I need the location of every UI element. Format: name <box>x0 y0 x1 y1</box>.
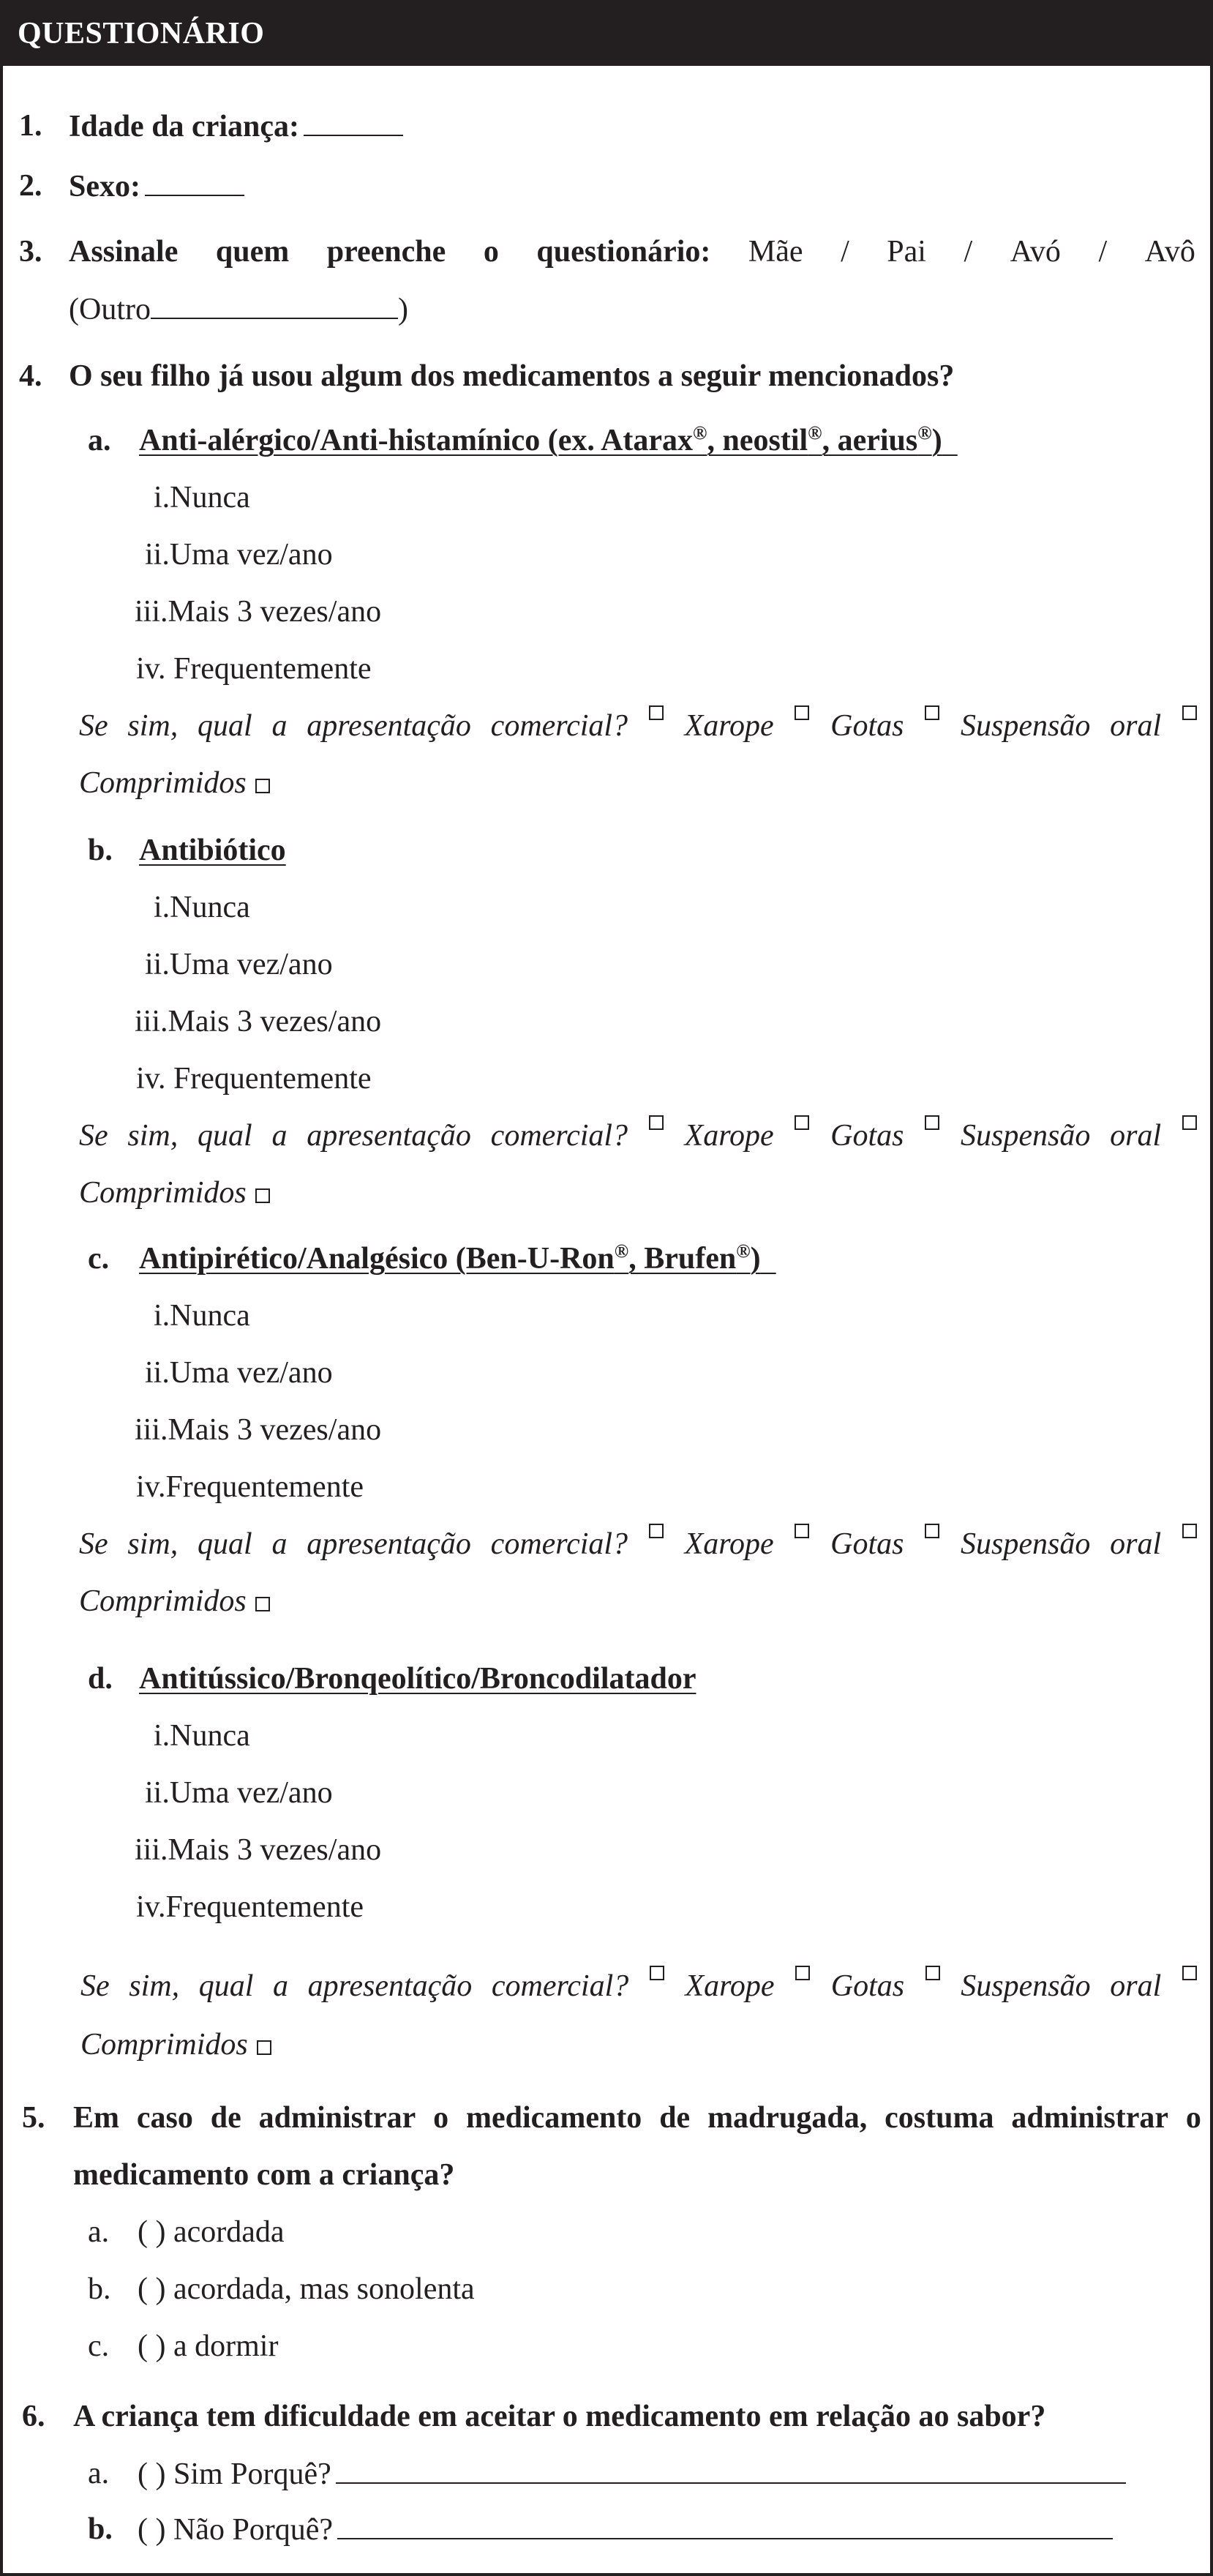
q4d-presentation-line2 <box>80 2024 273 2065</box>
q4a-presentation-line <box>79 705 1198 746</box>
q3-separator: / <box>1098 235 1108 269</box>
q3-other-field[interactable] <box>151 288 398 319</box>
q5-word: de <box>210 2101 241 2135</box>
q3-word: o <box>483 235 499 269</box>
q4b-title: Antibiótico <box>139 834 286 867</box>
comprimidos-checkbox[interactable] <box>1182 1966 1197 1980</box>
extra-checkbox[interactable] <box>257 2040 271 2055</box>
q6-option-no-label[interactable]: ( ) Não Porquê? <box>138 2513 334 2547</box>
q4b-letter: b. <box>88 834 113 867</box>
q3-other-line <box>69 288 408 330</box>
q4c-title <box>139 1238 776 1279</box>
comprimidos-label: Comprimidos <box>79 1584 247 1618</box>
suspensao-label: Suspensão <box>961 1969 1091 2003</box>
q5-word: o <box>1185 2101 1201 2135</box>
q5-question-line1 <box>73 2097 1201 2138</box>
q6-option-a-letter: a. <box>88 2457 110 2490</box>
presentation-word: a <box>271 1527 288 1561</box>
q4-number: 4. <box>19 359 42 393</box>
q6-option-yes <box>138 2453 1126 2495</box>
suspensao-oral-checkbox[interactable] <box>925 1115 939 1130</box>
q4c-title-part: , Brufen <box>628 1242 737 1276</box>
gotas-label: Gotas <box>830 1969 905 2003</box>
q4b-presentation-line2 <box>79 1172 271 1213</box>
q5-word: medicamento <box>466 2101 642 2135</box>
comprimidos-checkbox[interactable] <box>1182 1524 1197 1538</box>
comprimidos-label: Comprimidos <box>79 1176 247 1210</box>
comprimidos-checkbox[interactable] <box>1182 705 1197 720</box>
q4c-title-close: ) <box>750 1242 761 1276</box>
q4a-title-close: ) <box>931 424 942 457</box>
xarope-checkbox[interactable] <box>649 705 664 720</box>
q4c-option-never[interactable]: i.Nunca <box>154 1299 250 1333</box>
q1-question <box>69 105 403 147</box>
gotas-checkbox[interactable] <box>795 1966 810 1980</box>
q2-sex-field[interactable] <box>145 165 244 196</box>
oral-label: oral <box>1110 1527 1162 1561</box>
q3-other-open: (Outro <box>69 293 151 326</box>
oral-label: oral <box>1110 1969 1162 2003</box>
gotas-checkbox[interactable] <box>795 1115 809 1130</box>
page-title: QUESTIONÁRIO <box>18 17 265 50</box>
q4d-letter: d. <box>88 1662 113 1696</box>
q3-word: Assinale <box>69 235 179 269</box>
q5-question-line2: medicamento com a criança? <box>73 2158 455 2192</box>
presentation-word: qual <box>198 1527 252 1561</box>
q6-option-no <box>138 2509 1113 2550</box>
suspensao-oral-checkbox[interactable] <box>925 705 939 720</box>
presentation-word: comercial? <box>490 1119 628 1153</box>
q6-option-b-letter: b. <box>88 2512 113 2546</box>
q1-label: Idade da criança: <box>69 110 299 143</box>
extra-checkbox[interactable] <box>255 1188 270 1203</box>
q3-word: preenche <box>326 235 446 269</box>
presentation-word: qual <box>198 1119 252 1153</box>
q4a-title-part: , neostil <box>707 424 808 457</box>
comprimidos-checkbox[interactable] <box>1182 1115 1197 1130</box>
q6-yes-reason-field[interactable] <box>336 2453 1126 2484</box>
presentation-word: a <box>271 1119 288 1153</box>
q3-option-pai[interactable]: Pai <box>887 235 926 269</box>
suspensao-oral-checkbox[interactable] <box>925 1524 939 1538</box>
comprimidos-label: Comprimidos <box>79 766 247 800</box>
presentation-word: comercial? <box>490 709 628 743</box>
presentation-word: a <box>272 1969 288 2003</box>
suspensao-label: Suspensão <box>961 1527 1091 1561</box>
q4a-title-part: , aerius <box>822 424 918 457</box>
gotas-label: Gotas <box>830 1119 904 1153</box>
q6-no-reason-field[interactable] <box>337 2509 1113 2539</box>
q5-word: caso <box>136 2101 193 2135</box>
q5-number: 5. <box>22 2101 45 2135</box>
title-bar <box>3 3 1210 66</box>
q4a-presentation-line2 <box>79 763 271 804</box>
xarope-label: Xarope <box>685 1969 775 2003</box>
q4c-option-3-times-year[interactable]: iii.Mais 3 vezes/ano <box>135 1413 382 1447</box>
q5-word: costuma <box>885 2101 994 2135</box>
registered-mark: ® <box>693 422 707 443</box>
q1-number: 1. <box>19 109 42 143</box>
q5-option-awake-sleepy[interactable]: ( ) acordada, mas sonolenta <box>138 2272 475 2306</box>
q4c-title-main: Antipirético/Analgésico (Ben-U-Ron <box>139 1242 615 1276</box>
q2-label: Sexo: <box>69 170 140 203</box>
presentation-word: comercial? <box>490 1527 628 1561</box>
q4d-option-once-year[interactable]: ii.Uma vez/ano <box>145 1776 333 1810</box>
registered-mark: ® <box>808 422 822 443</box>
q4b-presentation-line <box>79 1115 1198 1156</box>
q4a-option-3-times-year[interactable]: iii.Mais 3 vezes/ano <box>135 595 382 629</box>
q4d-presentation-line <box>80 1966 1198 2007</box>
q5-option-awake[interactable]: ( ) acordada <box>138 2215 285 2249</box>
q5-word: administrar <box>258 2101 416 2135</box>
oral-label: oral <box>1110 709 1162 743</box>
gotas-checkbox[interactable] <box>795 1524 809 1538</box>
presentation-word: Se <box>80 1969 110 2003</box>
q4a-option-frequently[interactable]: iv. Frequentemente <box>136 652 372 686</box>
q6-number: 6. <box>22 2400 45 2433</box>
q5-option-a-letter: a. <box>88 2215 110 2249</box>
presentation-word: apresentação <box>307 1969 473 2003</box>
q4d-option-never[interactable]: i.Nunca <box>154 1719 250 1753</box>
q3-separator: / <box>841 235 849 269</box>
q3-option-avo-m[interactable]: Avô <box>1144 235 1195 269</box>
suspensao-oral-checkbox[interactable] <box>925 1966 940 1980</box>
presentation-word: a <box>271 709 288 743</box>
gotas-label: Gotas <box>830 709 904 743</box>
presentation-word: sim, <box>127 1119 179 1153</box>
q4b-option-once-year[interactable]: ii.Uma vez/ano <box>145 948 333 981</box>
q4a-title <box>139 420 958 461</box>
q4c-presentation-line <box>79 1524 1198 1565</box>
q5-word: administrar <box>1011 2101 1168 2135</box>
q4c-presentation-line2 <box>79 1581 271 1622</box>
q4c-letter: c. <box>88 1242 110 1276</box>
q5-word: o <box>433 2101 449 2135</box>
comprimidos-label: Comprimidos <box>80 2028 248 2062</box>
xarope-checkbox[interactable] <box>650 1966 664 1980</box>
presentation-word: qual <box>198 1969 254 2003</box>
gotas-checkbox[interactable] <box>795 705 809 720</box>
q4d-option-frequently[interactable]: iv.Frequentemente <box>136 1890 364 1924</box>
q4-question: O seu filho já usou algum dos medicamentos a seguir mencionados? <box>69 359 955 393</box>
suspensao-label: Suspensão <box>961 709 1091 743</box>
extra-checkbox[interactable] <box>255 1597 270 1611</box>
q2-question <box>69 165 244 207</box>
q3-word: questionário: <box>536 235 711 269</box>
xarope-checkbox[interactable] <box>649 1524 664 1538</box>
q4a-option-never[interactable]: i.Nunca <box>154 481 250 514</box>
q3-question-line <box>69 231 1195 272</box>
presentation-word: apresentação <box>307 1119 471 1153</box>
q4c-option-once-year[interactable]: ii.Uma vez/ano <box>145 1356 333 1390</box>
q2-number: 2. <box>19 169 42 203</box>
presentation-word: Se <box>79 1119 108 1153</box>
presentation-word: sim, <box>129 1969 180 2003</box>
q4a-letter: a. <box>88 424 111 457</box>
xarope-label: Xarope <box>684 709 774 743</box>
q3-word: quem <box>215 235 290 269</box>
q5-option-b-letter: b. <box>88 2272 111 2306</box>
q4b-option-frequently[interactable]: iv. Frequentemente <box>136 1062 372 1096</box>
q5-word: de <box>659 2101 691 2135</box>
presentation-word: comercial? <box>491 1969 629 2003</box>
q4a-option-once-year[interactable]: ii.Uma vez/ano <box>145 538 333 572</box>
q4d-option-3-times-year[interactable]: iii.Mais 3 vezes/ano <box>135 1833 382 1867</box>
q4a-title-main: Anti-alérgico/Anti-histamínico (ex. Atarax <box>139 424 694 457</box>
xarope-checkbox[interactable] <box>649 1115 664 1130</box>
registered-mark: ® <box>736 1240 751 1262</box>
presentation-word: apresentação <box>307 709 471 743</box>
q5-option-asleep[interactable]: ( ) a dormir <box>138 2329 279 2363</box>
q3-separator: / <box>964 235 973 269</box>
q4b-option-never[interactable]: i.Nunca <box>154 891 250 924</box>
presentation-word: qual <box>198 709 252 743</box>
q4d-title: Antitússico/Bronqeolítico/Broncodilatador <box>139 1662 696 1696</box>
registered-mark: ® <box>614 1240 629 1262</box>
q4b-option-3-times-year[interactable]: iii.Mais 3 vezes/ano <box>135 1005 382 1038</box>
q3-option-mae[interactable]: Mãe <box>748 235 803 269</box>
presentation-word: apresentação <box>307 1527 471 1561</box>
q6-option-yes-label[interactable]: ( ) Sim Porquê? <box>138 2457 331 2491</box>
oral-label: oral <box>1110 1119 1162 1153</box>
q5-word: madrugada, <box>707 2101 868 2135</box>
q5-option-c-letter: c. <box>88 2329 110 2363</box>
q5-word: Em <box>73 2101 119 2135</box>
xarope-label: Xarope <box>684 1527 774 1561</box>
xarope-label: Xarope <box>684 1119 774 1153</box>
presentation-word: Se <box>79 709 108 743</box>
registered-mark: ® <box>917 422 932 443</box>
q3-other-close: ) <box>397 293 408 326</box>
q6-question: A criança tem dificuldade em aceitar o medicamento em relação ao sabor? <box>73 2400 1046 2433</box>
q4c-option-frequently[interactable]: iv.Frequentemente <box>136 1470 364 1504</box>
presentation-word: Se <box>79 1527 108 1561</box>
extra-checkbox[interactable] <box>255 779 270 793</box>
suspensao-label: Suspensão <box>961 1119 1091 1153</box>
q1-age-field[interactable] <box>304 105 403 136</box>
q3-number: 3. <box>19 235 42 269</box>
gotas-label: Gotas <box>830 1527 904 1561</box>
q3-option-avo-f[interactable]: Avó <box>1010 235 1061 269</box>
presentation-word: sim, <box>127 1527 179 1561</box>
presentation-word: sim, <box>127 709 179 743</box>
